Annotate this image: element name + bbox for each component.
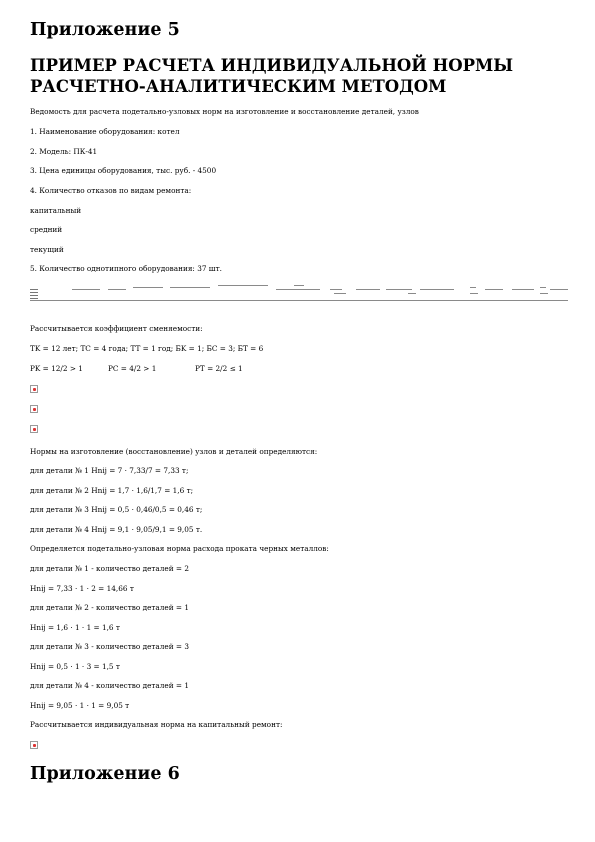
table-col-header — [470, 293, 478, 294]
coefficient-intro: Рассчитывается коэффициент сменяемости: — [30, 324, 203, 333]
norms-table-strip — [30, 283, 568, 301]
main-heading: ПРИМЕР РАСЧЕТА ИНДИВИДУАЛЬНОЙ НОРМЫ РАСЧЕТНО-АНАЛИТИЧЕСКИМ МЕТОДОМ — [30, 56, 514, 96]
appendix-6-title: Приложение 6 — [30, 764, 180, 784]
table-col-header — [356, 289, 380, 290]
table-col-header — [72, 289, 100, 290]
table-col-header — [550, 289, 568, 290]
coefficient-pt: PT = 2/2 ≤ 1 — [195, 364, 243, 373]
broken-image-icon — [30, 425, 38, 433]
table-bottom-rule — [30, 300, 568, 301]
norms-intro: Нормы на изготовление (восстановление) узлов и деталей определяются: — [30, 447, 318, 456]
intro-text: Ведомость для расчета подетально-узловых норм на изготовление и восстановление деталей, узлов — [30, 107, 419, 116]
node-formula-3: Hnij = 0,5 · 1 · 3 = 1,5 т — [30, 662, 120, 671]
item-equipment-name: 1. Наименование оборудования: котел — [30, 127, 180, 136]
individual-norm-intro: Рассчитывается индивидуальная норма на капитальный ремонт: — [30, 720, 283, 729]
node-detail-1: для детали № 1 - количество деталей = 2 — [30, 564, 189, 573]
appendix-5-title: Приложение 5 — [30, 20, 180, 40]
table-col-header — [218, 285, 268, 286]
node-formula-2: Hnij = 1,6 · 1 · 1 = 1,6 т — [30, 623, 120, 632]
broken-image-icon — [30, 385, 38, 393]
table-col-header — [512, 289, 534, 290]
broken-image-icon — [30, 405, 38, 413]
norm-detail-4: для детали № 4 Hnij = 9,1 · 9,05/9,1 = 9,05 т. — [30, 525, 203, 534]
coefficient-pc: PC = 4/2 > 1 — [108, 364, 157, 373]
node-formula-1: Hnij = 7,33 · 1 · 2 = 14,66 т — [30, 584, 134, 593]
table-col-header — [420, 289, 454, 290]
table-col-header — [294, 289, 320, 290]
table-col-header — [330, 289, 342, 290]
item-model: 2. Модель: ПК-41 — [30, 147, 98, 156]
norm-detail-3: для детали № 3 Hnij = 0,5 · 0,46/0,5 = 0,46 т; — [30, 505, 203, 514]
table-col-header — [485, 289, 503, 290]
table-row-marks — [30, 289, 38, 299]
node-norm-intro: Определяется подетально-узловая норма расхода проката черных металлов: — [30, 544, 329, 553]
table-col-header — [470, 287, 476, 288]
table-col-header — [334, 293, 346, 294]
coefficient-pk: PK = 12/2 > 1 — [30, 364, 83, 373]
table-col-header — [170, 287, 210, 288]
table-col-header — [294, 285, 304, 286]
table-col-header — [133, 287, 163, 288]
repair-current: текущий — [30, 245, 64, 254]
node-detail-4: для детали № 4 - количество деталей = 1 — [30, 681, 189, 690]
table-col-header — [108, 289, 126, 290]
node-detail-3: для детали № 3 - количество деталей = 3 — [30, 642, 189, 651]
coefficient-values: TK = 12 лет; TC = 4 года; TT = 1 год; БK = 1; БС = 3; БТ = 6 — [30, 344, 264, 353]
item-failures: 4. Количество отказов по видам ремонта: — [30, 186, 192, 195]
table-col-header — [540, 293, 548, 294]
repair-capital: капитальный — [30, 206, 82, 215]
table-col-header — [276, 289, 294, 290]
table-col-header — [386, 289, 412, 290]
table-col-header — [540, 287, 546, 288]
broken-image-icon — [30, 741, 38, 749]
table-col-header — [408, 293, 416, 294]
node-formula-4: Hnij = 9,05 · 1 · 1 = 9,05 т — [30, 701, 130, 710]
repair-medium: средний — [30, 225, 63, 234]
norm-detail-1: для детали № 1 Hnij = 7 · 7,33/7 = 7,33 т; — [30, 466, 189, 475]
norm-detail-2: для детали № 2 Hnij = 1,7 · 1,6/1,7 = 1,6 т; — [30, 486, 194, 495]
node-detail-2: для детали № 2 - количество деталей = 1 — [30, 603, 189, 612]
item-equipment-count: 5. Количество однотипного оборудования: 37 шт. — [30, 264, 222, 273]
item-price: 3. Цена единицы оборудования, тыс. руб. - 4500 — [30, 166, 217, 175]
